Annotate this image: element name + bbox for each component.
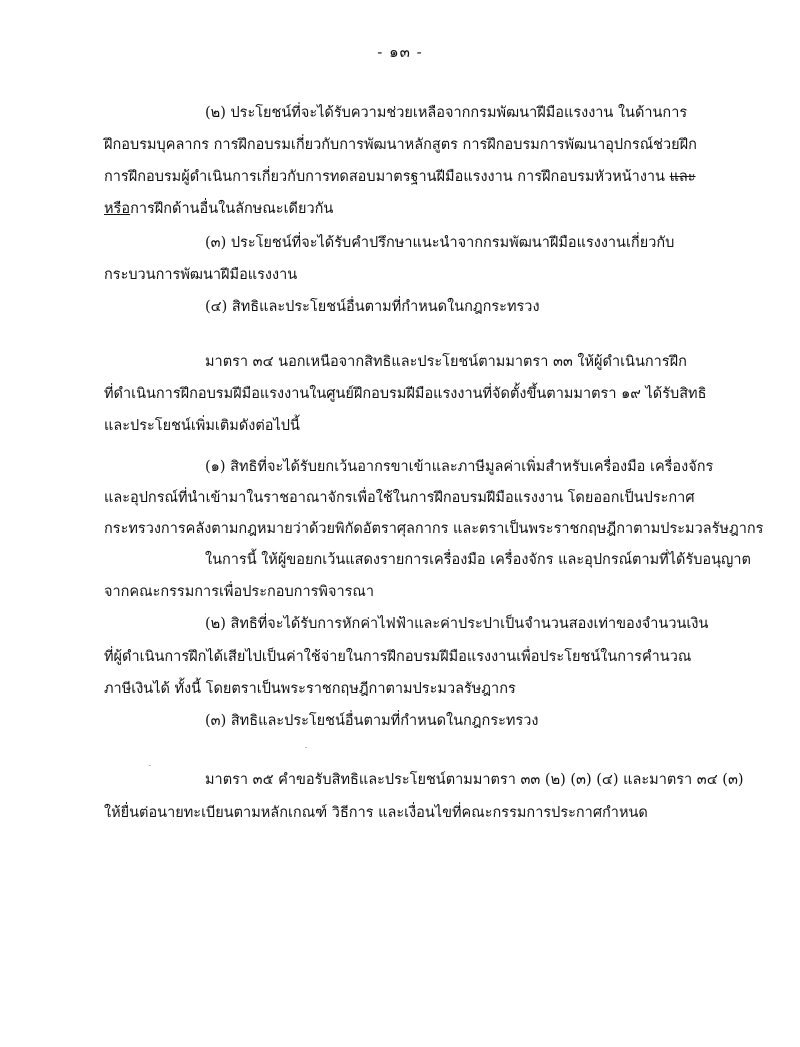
scan-speck: [305, 747, 307, 748]
paragraph-line: (๑) สิทธิที่จะได้รับยกเว้นอากรขาเข้าและภาษีมูลค่าเพิ่มสำหรับเครื่องมือ เครื่องจักร: [205, 459, 714, 475]
underlined-text: หรือ: [104, 201, 131, 217]
paragraph-line: ให้ยื่นต่อนายทะเบียนตามหลักเกณฑ์ วิธีการ และเงื่อนไขที่คณะกรรมการประกาศกำหนด: [104, 805, 648, 821]
paragraph-line: มาตรา ๓๔ นอกเหนือจากสิทธิและประโยชน์ตามมาตรา ๓๓ ให้ผู้ดำเนินการฝึก: [205, 354, 687, 370]
paragraph-line: และประโยชน์เพิ่มเติมดังต่อไปนี้: [104, 418, 300, 434]
paragraph-line: กระทรวงการคลังตามกฎหมายว่าด้วยพิกัดอัตราศุลกากร และตราเป็นพระราชกฤษฎีกาตามประมวลรัษฎากร: [104, 521, 764, 537]
paragraph-line: [104, 167, 696, 187]
paragraph-line: ฝึกอบรมบุคลากร การฝึกอบรมเกี่ยวกับการพัฒนาหลักสูตร การฝึกอบรมการพัฒนาอุปกรณ์ช่วยฝึก: [104, 137, 697, 153]
paragraph-line: ภาษีเงินได้ ทั้งนี้ โดยตราเป็นพระราชกฤษฎีกาตามประมวลรัษฎากร: [104, 681, 516, 697]
paragraph-line: ในการนี้ ให้ผู้ขอยกเว้นแสดงรายการเครื่องมือ เครื่องจักร และอุปกรณ์ตามที่ได้รับอนุญาต: [205, 552, 751, 568]
line-text: การฝึกด้านอื่นในลักษณะเดียวกัน: [130, 201, 334, 217]
paragraph-line: [104, 199, 333, 219]
paragraph-line: (๒) ประโยชน์ที่จะได้รับความช่วยเหลือจากกรมพัฒนาฝีมือแรงงาน ในด้านการ: [205, 105, 688, 121]
paragraph-line: (๓) สิทธิและประโยชน์อื่นตามที่กำหนดในกฎกระทรวง: [205, 713, 539, 729]
paragraph-line: และอุปกรณ์ที่นำเข้ามาในราชอาณาจักรเพื่อใช้ในการฝึกอบรมฝีมือแรงงาน โดยออกเป็นประกาศ: [104, 490, 695, 506]
paragraph-line: ที่ผู้ดำเนินการฝึกได้เสียไปเป็นค่าใช้จ่ายในการฝึกอบรมฝีมือแรงงานเพื่อประโยชน์ในการคำนวณ: [104, 649, 692, 665]
paragraph-line: (๒) สิทธิที่จะได้รับการหักค่าไฟฟ้าและค่าประปาเป็นจำนวนสองเท่าของจำนวนเงิน: [205, 616, 709, 632]
page-number: - ๑๓ -: [377, 43, 423, 61]
paragraph-line: (๓) ประโยชน์ที่จะได้รับคำปรึกษาแนะนำจากกรมพัฒนาฝีมือแรงงานเกี่ยวกับ: [205, 235, 675, 251]
paragraph-line: (๔) สิทธิและประโยชน์อื่นตามที่กำหนดในกฎกระทรวง: [205, 299, 540, 315]
paragraph-line: มาตรา ๓๕ คำขอรับสิทธิและประโยชน์ตามมาตรา ๓๓ (๒) (๓) (๔) และมาตรา ๓๔ (๓): [205, 772, 744, 788]
paragraph-line: กระบวนการพัฒนาฝีมือแรงงาน: [104, 267, 298, 283]
paragraph-line: จากคณะกรรมการเพื่อประกอบการพิจารณา: [104, 584, 374, 600]
paragraph-line: ที่ดำเนินการฝึกอบรมฝีมือแรงงานในศูนย์ฝึกอบรมฝีมือแรงงานที่จัดตั้งขึ้นตามมาตรา ๑๙ ได้รับสิทธิ: [104, 386, 707, 402]
struck-text: และ: [669, 169, 696, 185]
line-text: การฝึกอบรมผู้ดำเนินการเกี่ยวกับการทดสอบมาตรฐานฝีมือแรงงาน การฝึกอบรมหัวหน้างาน: [104, 169, 670, 185]
scan-speck: [149, 765, 151, 766]
